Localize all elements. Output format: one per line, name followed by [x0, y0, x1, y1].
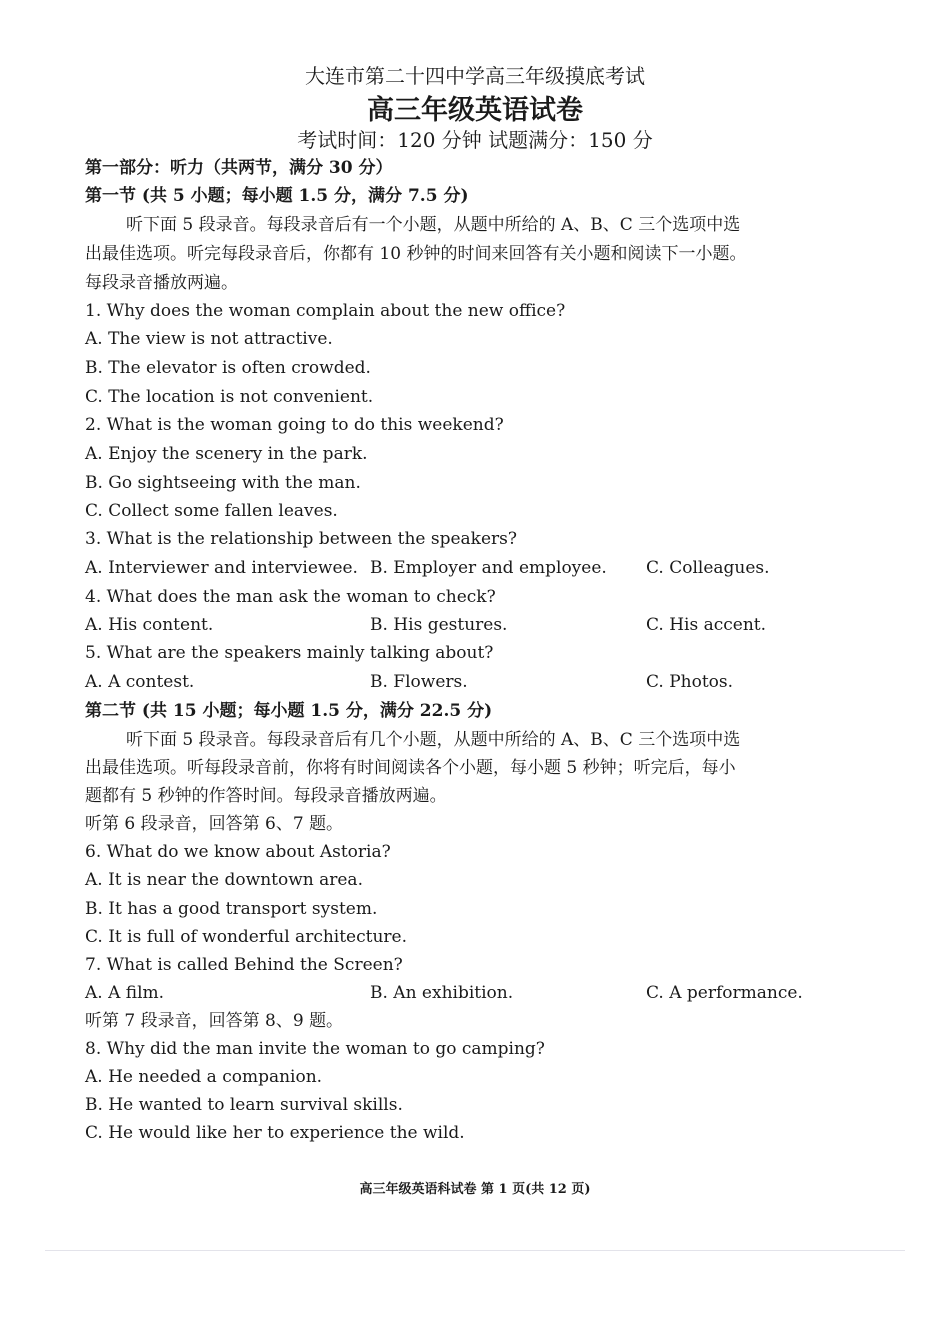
- section1-instruction: 每段录音播放两遍。: [85, 273, 238, 293]
- option-a: A. It is near the downtown area.: [85, 870, 363, 890]
- section2-title: 第二节 (共 15 小题；每小题 1.5 分，满分 22.5 分): [85, 701, 493, 721]
- question-text: 2. What is the woman going to do this weekend?: [85, 415, 504, 435]
- option-b: B. The elevator is often crowded.: [85, 358, 371, 378]
- option-c: C. The location is not convenient.: [85, 387, 374, 407]
- option-c: C. It is full of wonderful architecture.: [85, 927, 408, 947]
- option-a: A. A contest.: [85, 672, 195, 692]
- section2-instruction: 题都有 5 秒钟的作答时间。每段录音播放两遍。: [85, 786, 447, 806]
- section1-title: 第一节 (共 5 小题；每小题 1.5 分，满分 7.5 分): [85, 186, 469, 206]
- option-b: B. Flowers.: [370, 672, 468, 692]
- option-c: C. His accent.: [646, 615, 767, 635]
- option-a: A. His content.: [85, 615, 214, 635]
- question-text: 7. What is called Behind the Screen?: [85, 955, 403, 975]
- question-text: 8. Why did the man invite the woman to go camping?: [85, 1039, 545, 1059]
- question-text: 5. What are the speakers mainly talking about?: [85, 643, 494, 663]
- question-text: 1. Why does the woman complain about the new office?: [85, 301, 566, 321]
- question-text: 6. What do we know about Astoria?: [85, 842, 391, 862]
- page-divider: [45, 1250, 905, 1251]
- option-a: A. Enjoy the scenery in the park.: [85, 444, 368, 464]
- segment-heading: 听第 7 段录音，回答第 8、9 题。: [85, 1011, 344, 1031]
- page-footer: 高三年级英语科试卷 第 1 页(共 12 页): [359, 1182, 591, 1197]
- segment-heading: 听第 6 段录音，回答第 6、7 题。: [85, 814, 344, 834]
- section1-instruction: 听下面 5 段录音。每段录音后有一个小题，从题中所给的 A、B、C 三个选项中选: [126, 215, 741, 235]
- option-a: A. He needed a companion.: [85, 1067, 323, 1087]
- part1-title: 第一部分：听力（共两节，满分 30 分）: [85, 158, 393, 178]
- option-c: C. A performance.: [646, 983, 803, 1003]
- option-b: B. Go sightseeing with the man.: [85, 473, 361, 493]
- option-a: A. The view is not attractive.: [85, 329, 333, 349]
- section2-instruction: 出最佳选项。听每段录音前，你将有时间阅读各个小题，每小题 5 秒钟；听完后，每小: [85, 758, 736, 778]
- question-text: 3. What is the relationship between the speakers?: [85, 529, 518, 549]
- exam-info: 考试时间：120 分钟 试题满分：150 分: [297, 128, 653, 152]
- option-c: C. He would like her to experience the wild.: [85, 1123, 465, 1143]
- question-text: 4. What does the man ask the woman to check?: [85, 587, 496, 607]
- option-c: C. Colleagues.: [646, 558, 770, 578]
- school-header: 大连市第二十四中学高三年级摸底考试: [305, 64, 645, 88]
- option-c: C. Collect some fallen leaves.: [85, 501, 338, 521]
- section2-instruction: 听下面 5 段录音。每段录音后有几个小题，从题中所给的 A、B、C 三个选项中选: [126, 730, 741, 750]
- option-b: B. Employer and employee.: [370, 558, 607, 578]
- option-b: B. His gestures.: [370, 615, 508, 635]
- option-b: B. He wanted to learn survival skills.: [85, 1095, 403, 1115]
- option-b: B. An exhibition.: [370, 983, 514, 1003]
- exam-title: 高三年级英语试卷: [367, 95, 583, 126]
- option-a: A. A film.: [85, 983, 165, 1003]
- option-b: B. It has a good transport system.: [85, 899, 378, 919]
- option-c: C. Photos.: [646, 672, 734, 692]
- option-a: A. Interviewer and interviewee.: [85, 558, 358, 578]
- section1-instruction: 出最佳选项。听完每段录音后，你都有 10 秒钟的时间来回答有关小题和阅读下一小题。: [85, 244, 747, 264]
